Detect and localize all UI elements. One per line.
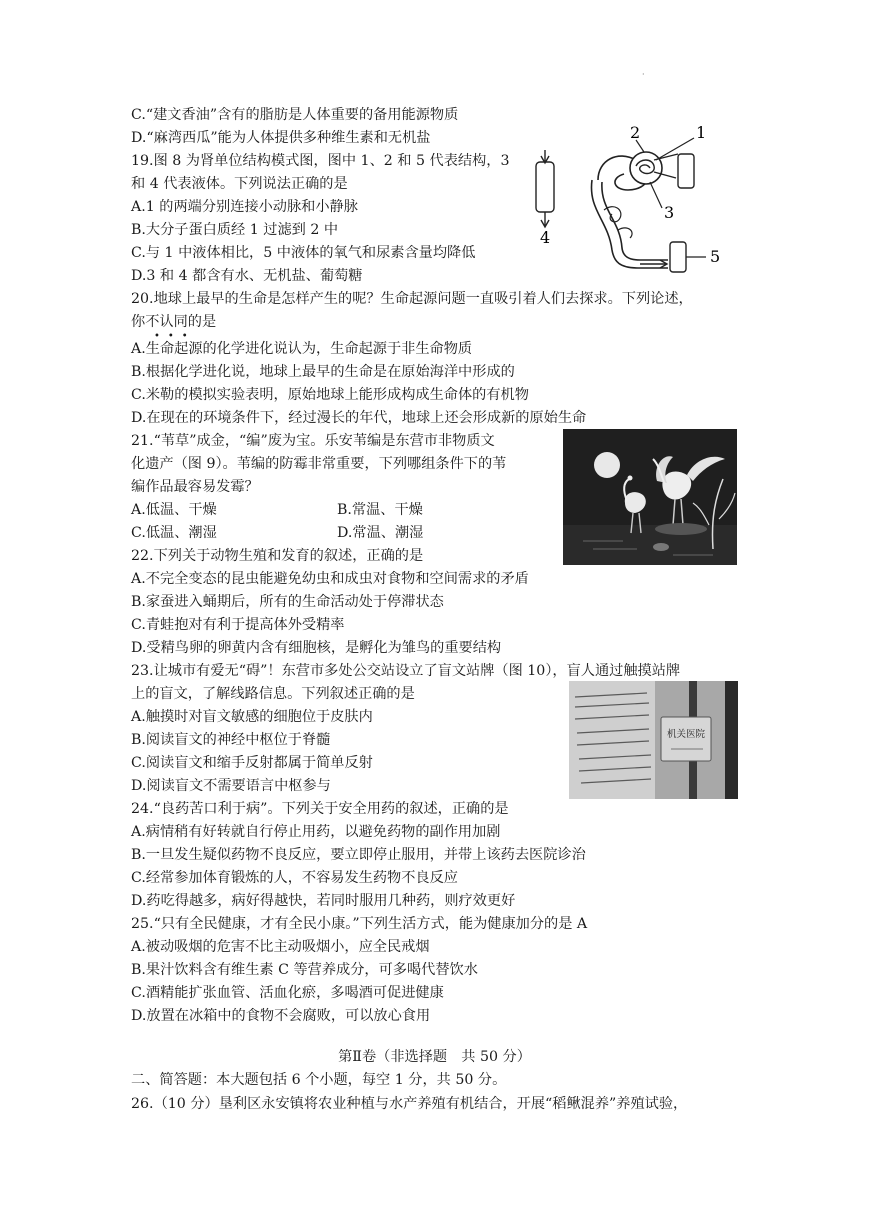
q21-option-c: C.低温、潮湿 bbox=[131, 525, 217, 541]
q22-stem: 22.下列关于动物生殖和发育的叙述，正确的是 bbox=[131, 548, 424, 564]
q21-stem-2: 化遗产（图 9）。苇编的防霉非常重要，下列哪组条件下的苇 bbox=[131, 456, 507, 472]
q25-option-d: D.放置在冰箱中的食物不会腐败，可以放心食用 bbox=[131, 1008, 431, 1024]
q20-option-c: C.米勒的模拟实验表明，原始地球上能形成构成生命体的有机物 bbox=[131, 387, 529, 403]
label-1: 1 bbox=[696, 123, 707, 142]
q22-option-d: D.受精鸟卵的卵黄内含有细胞核，是孵化为雏鸟的重要结构 bbox=[131, 640, 502, 656]
q25-option-c: C.酒精能扩张血管、活血化瘀，多喝酒可促进健康 bbox=[131, 985, 444, 1001]
q23-option-c: C.阅读盲文和缩手反射都属于简单反射 bbox=[131, 755, 373, 771]
q21-stem-1: 21.“苇草”成金，“编”废为宝。乐安苇编是东营市非物质文 bbox=[131, 433, 495, 449]
q21-option-b: B.常温、干燥 bbox=[337, 502, 423, 518]
q24-option-c: C.经常参加体育锻炼的人，不容易发生药物不良反应 bbox=[131, 870, 458, 886]
page-mark: · bbox=[642, 70, 645, 79]
vein-vessel bbox=[670, 242, 686, 272]
reed-weaving-photo bbox=[563, 429, 737, 565]
q24-stem: 24.“良药苦口利于病”。下列关于安全用药的叙述，正确的是 bbox=[131, 801, 509, 817]
nephron-diagram bbox=[528, 120, 748, 280]
q19-option-c: C.与 1 中液体相比，5 中液体的氧气和尿素含量均降低 bbox=[131, 245, 476, 261]
q21-option-d: D.常温、潮湿 bbox=[337, 525, 424, 541]
q21-stem-3: 编作品最容易发霉？ bbox=[131, 479, 259, 495]
q19-stem-1: 19.图 8 为肾单位结构模式图，图中 1、2 和 5 代表结构，3 bbox=[131, 153, 510, 169]
emphasis-dots: ••• bbox=[154, 331, 196, 342]
q23-option-b: B.阅读盲文的神经中枢位于脊髓 bbox=[131, 732, 331, 748]
q20-stem-2: 你不认同的是 bbox=[131, 314, 217, 330]
section-intro: 二、简答题：本大题包括 6 个小题，每空 1 分，共 50 分。 bbox=[131, 1072, 507, 1088]
q19-stem-2: 和 4 代表液体。下列说法正确的是 bbox=[131, 176, 348, 192]
label-2: 2 bbox=[630, 123, 641, 142]
q19-option-a: A.1 的两端分别连接小动脉和小静脉 bbox=[131, 199, 358, 215]
q19-option-b: B.大分子蛋白质经 1 过滤到 2 中 bbox=[131, 222, 339, 238]
collecting-tube bbox=[536, 162, 554, 212]
q26-stem: 26.（10 分）垦利区永安镇将农业种植与水产养殖有机结合，开展“稻鳅混养”养殖试验， bbox=[131, 1096, 688, 1112]
q18-option-c: C.“建文香油”含有的脂肪是人体重要的备用能源物质 bbox=[131, 107, 459, 123]
q21-option-a: A.低温、干燥 bbox=[131, 502, 217, 518]
q20-option-d: D.在现在的环境条件下，经过漫长的年代，地球上还会形成新的原始生命 bbox=[131, 410, 587, 426]
capsule bbox=[630, 152, 662, 184]
q23-option-d: D.阅读盲文不需要语言中枢参与 bbox=[131, 778, 331, 794]
q24-option-a: A.病情稍有好转就自行停止用药，以避免药物的副作用加剧 bbox=[131, 824, 501, 840]
q20-option-a: A.生命起源的化学进化说认为，生命起源于非生命物质 bbox=[131, 341, 473, 357]
q22-option-c: C.青蛙抱对有利于提高体外受精率 bbox=[131, 617, 345, 633]
section-title: 第Ⅱ卷（非选择题 共 50 分） bbox=[338, 1049, 531, 1065]
hospital-plate-label: 机关医院 bbox=[666, 729, 706, 740]
arteriole-vessel bbox=[678, 154, 694, 188]
q20-option-b: B.根据化学进化说，地球上最早的生命是在原始海洋中形成的 bbox=[131, 364, 515, 380]
label-4: 4 bbox=[540, 228, 551, 247]
q19-option-d: D.3 和 4 都含有水、无机盐、葡萄糖 bbox=[131, 268, 363, 284]
q25-option-b: B.果汁饮料含有维生素 C 等营养成分，可多喝代替饮水 bbox=[131, 962, 478, 978]
q22-option-a: A.不完全变态的昆虫能避免幼虫和成虫对食物和空间需求的矛盾 bbox=[131, 571, 529, 587]
q20-stem-1: 20.地球上最早的生命是怎样产生的呢？生命起源问题一直吸引着人们去探求。下列论述， bbox=[131, 291, 693, 307]
q24-option-b: B.一旦发生疑似药物不良反应，要立即停止服用，并带上该药去医院诊治 bbox=[131, 847, 586, 863]
q23-option-a: A.触摸时对盲文敏感的细胞位于皮肤内 bbox=[131, 709, 373, 725]
q18-option-d: D.“麻湾西瓜”能为人体提供多种维生素和无机盐 bbox=[131, 130, 431, 146]
q25-option-a: A.被动吸烟的危害不比主动吸烟小，应全民戒烟 bbox=[131, 939, 430, 955]
q22-option-b: B.家蚕进入蛹期后，所有的生命活动处于停滞状态 bbox=[131, 594, 444, 610]
q23-stem-2: 上的盲文，了解线路信息。下列叙述正确的是 bbox=[131, 686, 415, 702]
label-3: 3 bbox=[664, 203, 675, 222]
q23-stem-1: 23.让城市有爱无“碍”！东营市多处公交站设立了盲文站牌（图 10），盲人通过触摸站牌 bbox=[131, 663, 681, 679]
braille-sign-photo bbox=[569, 681, 738, 799]
label-5: 5 bbox=[710, 247, 721, 266]
q25-stem: 25.“只有全民健康，才有全民小康。”下列生活方式，能为健康加分的是 A bbox=[131, 916, 588, 932]
q24-option-d: D.药吃得越多，病好得越快，若同时服用几种药，则疗效更好 bbox=[131, 893, 516, 909]
moon bbox=[594, 452, 620, 478]
